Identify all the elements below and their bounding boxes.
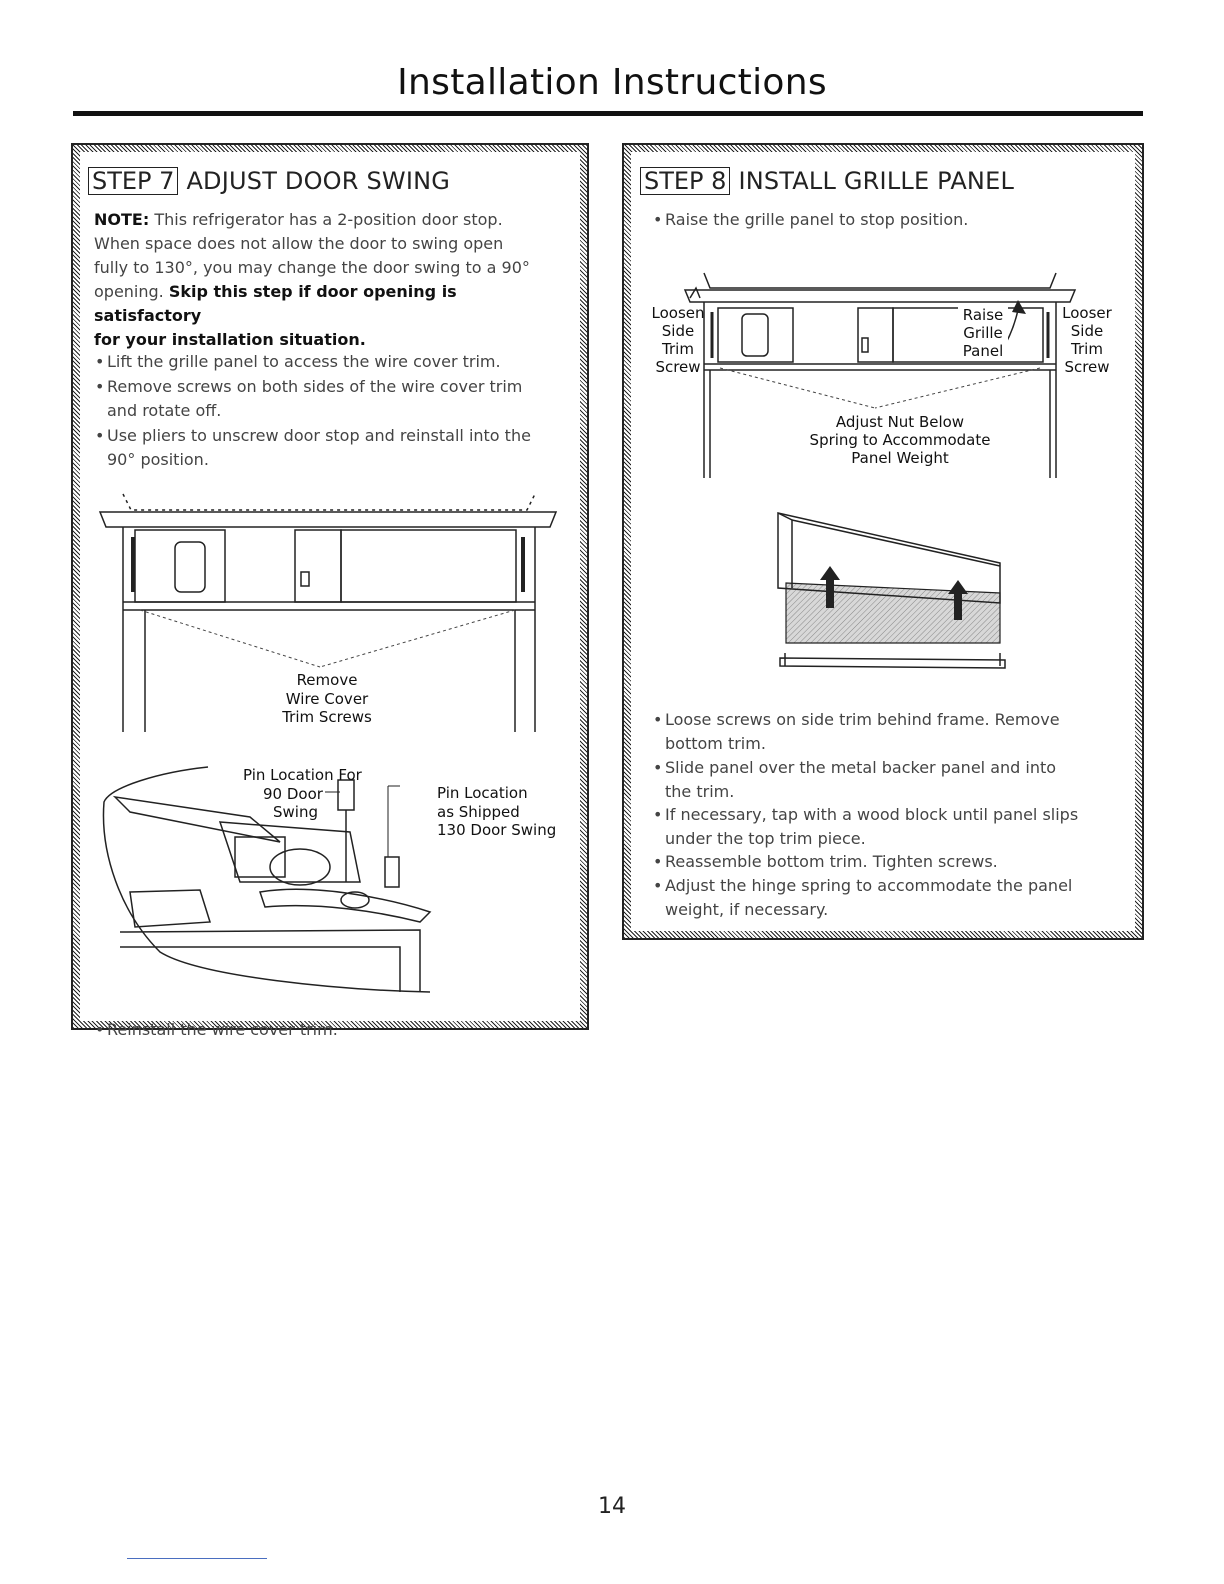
label-line: Pin Location For (243, 766, 362, 784)
bullet-text: the trim. (665, 781, 735, 801)
note-line-1: This refrigerator has a 2-position door stop. (154, 210, 503, 229)
label-line: Swing (273, 803, 318, 821)
label-line: Spring to Accommodate (809, 431, 991, 449)
step-8-header (640, 167, 1014, 195)
page-title: Installation Instructions (397, 62, 827, 103)
title-rule (73, 111, 1143, 116)
step-8-bullet-5: • Adjust the hinge spring to accommodate the panel weight, if necessary. (665, 874, 1115, 921)
label-line: Raise (962, 306, 1004, 324)
bullet-text: Raise the grille panel to stop position. (665, 210, 969, 229)
label-line: Pin Location (437, 784, 528, 802)
bullet-text: Slide panel over the metal backer panel and into (665, 758, 1057, 777)
bullet-text: bottom trim. (665, 733, 766, 753)
label-line: Side (661, 322, 695, 340)
step-8-bullet-1: • Loose screws on side trim behind frame. Remove bottom trim. (665, 708, 1115, 755)
step-8-intro-bullet: • Raise the grille panel to stop position. (665, 208, 1105, 232)
label-line: as Shipped (437, 802, 520, 821)
label-line: Looser (1062, 304, 1112, 322)
step-7-title: ADJUST DOOR SWING (186, 167, 451, 195)
footer-line (127, 1558, 267, 1559)
label-line: Trim Screws (282, 708, 372, 726)
step-7-bullet-3: • Use pliers to unscrew door stop and reinstall into the 90° position. (107, 424, 567, 471)
step-7-badge: STEP 7 (88, 167, 178, 195)
label-line: 130 Door Swing (437, 821, 557, 839)
page-number: 14 (598, 1494, 626, 1519)
step-8-bullet-2: • Slide panel over the metal backer panel and into the trim. (665, 756, 1115, 803)
step-8-bullet-3: • If necessary, tap with a wood block until panel slips under the top trim piece. (665, 803, 1115, 850)
label-line: Screw (655, 358, 701, 376)
bullet-text: Reinstall the wire cover trim. (107, 1020, 338, 1039)
label-line: Trim (1071, 340, 1103, 358)
step-8-title: INSTALL GRILLE PANEL (738, 167, 1015, 195)
label-line: Remove (296, 671, 358, 689)
bullet-text: weight, if necessary. (665, 899, 829, 919)
raise-grille-label (958, 306, 1008, 360)
label-line: Wire Cover (285, 689, 369, 708)
note-line-4: opening. (94, 282, 164, 301)
step-7-bullet-2: • Remove screws on both sides of the wire cover trim and rotate off. (107, 375, 567, 422)
step-8-bullet-4: • Reassemble bottom trim. Tighten screws. (665, 850, 1115, 874)
note-bold-2: for your installation situation. (94, 330, 366, 349)
loosen-left-label (648, 304, 708, 376)
bullet-text: Adjust the hinge spring to accommodate the panel (665, 876, 1073, 895)
label-line: Trim (662, 340, 694, 358)
step-7-note (94, 208, 564, 352)
note-line-2: When space does not allow the door to swing open (94, 234, 504, 253)
label-line: Loosen (651, 304, 705, 322)
bullet-text: and rotate off. (107, 400, 222, 420)
label-line: Side (1070, 322, 1104, 340)
bullet-text: 90° position. (107, 449, 209, 469)
adjust-nut-label (790, 413, 1010, 467)
label-line: Screw (1064, 358, 1110, 376)
bullet-text: Use pliers to unscrew door stop and reinstall into the (107, 426, 531, 445)
label-line: 90 Door (263, 784, 323, 803)
bullet-text: under the top trim piece. (665, 828, 866, 848)
pin-90-label (243, 766, 383, 822)
label-line: Adjust Nut Below (835, 413, 965, 431)
step-7-final-bullet: • Reinstall the wire cover trim. (107, 1018, 547, 1042)
step-7-header (88, 167, 450, 195)
bullet-text: Lift the grille panel to access the wire cover trim. (107, 352, 501, 371)
bullet-text: If necessary, tap with a wood block until panel slips (665, 805, 1079, 824)
bullet-text: Loose screws on side trim behind frame. Remove (665, 710, 1060, 729)
pin-130-label (437, 784, 557, 840)
label-line: Panel Weight (851, 449, 949, 467)
loosen-right-label (1058, 304, 1116, 376)
note-label: NOTE: (94, 210, 150, 229)
label-line: Grille (963, 324, 1003, 342)
wire-cover-label (247, 671, 407, 727)
bullet-text: Remove screws on both sides of the wire cover trim (107, 377, 523, 396)
bullet-text: Reassemble bottom trim. Tighten screws. (665, 852, 998, 871)
step-7-bullet-1: • Lift the grille panel to access the wire cover trim. (107, 350, 567, 374)
label-line: Panel (962, 342, 1004, 360)
step-8-badge: STEP 8 (640, 167, 730, 195)
note-bold-1: Skip this step if door opening is satisfactory (94, 282, 457, 325)
note-line-3: fully to 130°, you may change the door swing to a 90° (94, 258, 530, 277)
grille-panel-figure (770, 508, 1010, 678)
